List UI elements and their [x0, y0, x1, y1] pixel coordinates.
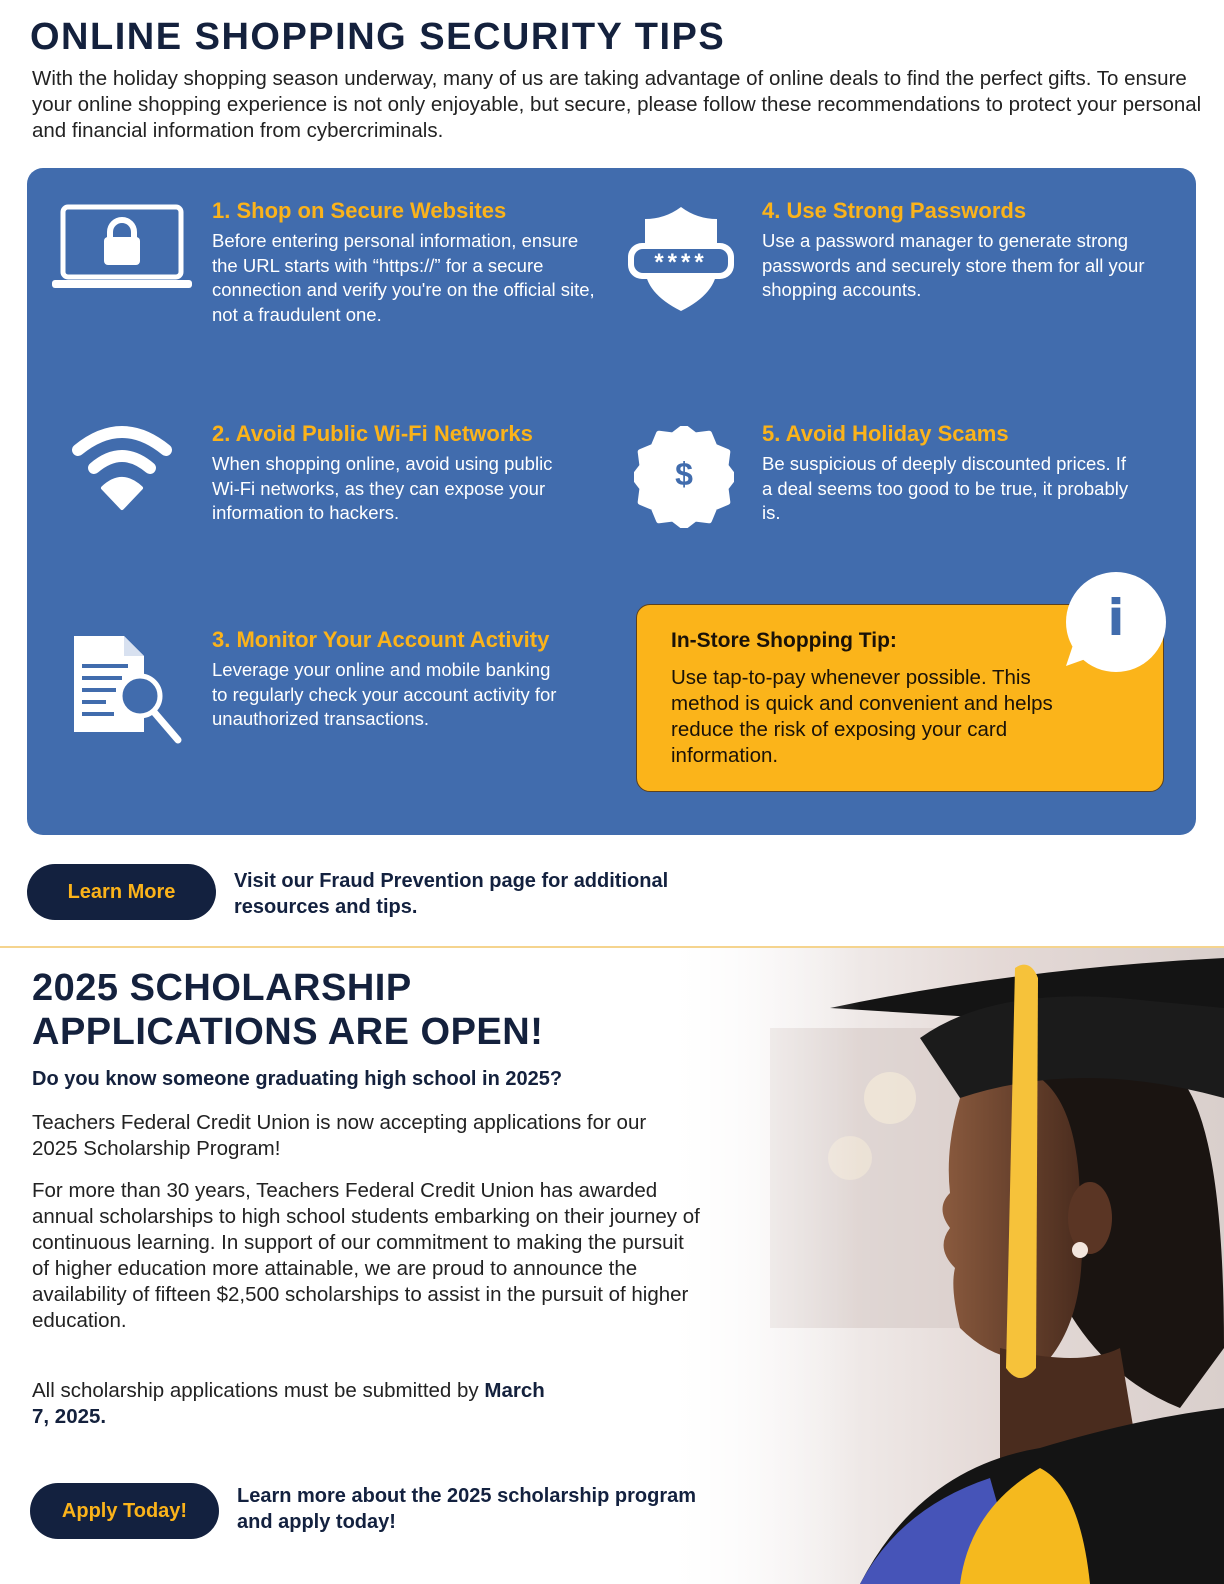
info-letter: i: [1107, 589, 1125, 647]
tip-secure-websites: [212, 197, 602, 327]
password-mask-text: ****: [654, 249, 708, 276]
tip-monitor-activity: [212, 626, 617, 732]
info-bubble-icon: [1060, 570, 1170, 680]
wifi-icon: [70, 424, 174, 512]
scholarship-title: [32, 966, 543, 1054]
deadline-date: March 7, 2025.: [32, 1379, 545, 1428]
intro-text: With the holiday shopping season underway, many of us are taking advantage of online deals to find the perfect gifts. To ensure your online shopping experience is not only enjoyable, but secure, please follow these recommendations to protect your personal and financial information from cybercriminals.: [32, 67, 1202, 142]
apply-today-text: Learn more about the 2025 scholarship program and apply today!: [237, 1485, 697, 1533]
deadline-prefix: All scholarship applications must be submitted by: [32, 1379, 485, 1402]
apply-today-button[interactable]: Apply Today!: [30, 1483, 219, 1539]
scholarship-para1: Teachers Federal Credit Union is now accepting applications for our 2025 Scholarship Program!: [32, 1111, 647, 1160]
tip-strong-passwords: [762, 197, 1162, 303]
scholarship-para3: [32, 1378, 552, 1430]
scholarship-question: Do you know someone graduating high school in 2025?: [32, 1068, 563, 1090]
tip-public-wifi: [212, 420, 607, 526]
tip-title: 3. Monitor Your Account Activity: [212, 627, 550, 652]
scholarship-title-line2: APPLICATIONS ARE OPEN!: [32, 1011, 544, 1053]
dollar-sign-text: $: [675, 456, 693, 492]
learn-more-button[interactable]: Learn More: [27, 864, 216, 920]
shield-password-icon: [625, 205, 737, 313]
tip-body: Use a password manager to generate strong passwords and securely store them for all your shopping accounts.: [762, 230, 1145, 300]
dollar-badge-icon: [634, 426, 734, 528]
callout-body: Use tap-to-pay whenever possible. This method is quick and convenient and helps reduce the risk of exposing your card information.: [671, 666, 1053, 767]
learn-more-text: Visit our Fraud Prevention page for additional resources and tips.: [234, 870, 669, 918]
tip-body: When shopping online, avoid using public Wi-Fi networks, as they can expose your information to hackers.: [212, 453, 553, 523]
laptop-lock-icon: [52, 204, 192, 290]
tip-title: 4. Use Strong Passwords: [762, 198, 1027, 223]
tip-title: 1. Shop on Secure Websites: [212, 198, 507, 223]
graduate-photo: [660, 948, 1224, 1584]
callout-title: In-Store Shopping Tip:: [671, 629, 897, 652]
tip-holiday-scams: [762, 420, 1162, 526]
scholarship-title-line1: 2025 SCHOLARSHIP: [32, 967, 412, 1009]
tip-body: Be suspicious of deeply discounted prices. If a deal seems too good to be true, it probably is.: [762, 453, 1129, 523]
page-title: ONLINE SHOPPING SECURITY TIPS: [30, 16, 726, 58]
document-search-icon: [72, 634, 184, 746]
tip-body: Before entering personal information, ensure the URL starts with “https://” for a secure connection and verify you're on the official site, not a fraudulent one.: [212, 230, 595, 325]
tip-body: Leverage your online and mobile banking to regularly check your account activity for unauthorized transactions.: [212, 659, 557, 729]
tip-title: 2. Avoid Public Wi-Fi Networks: [212, 421, 533, 446]
scholarship-para2: For more than 30 years, Teachers Federal Credit Union has awarded annual scholarships to high school students embarking on their journey of continuous learning. In support of our commitment to making the pursuit of higher education more attainable, we are proud to announce the availability of fifteen $2,500 scholarships to assist in the pursuit of higher education.: [32, 1179, 700, 1332]
tip-title: 5. Avoid Holiday Scams: [762, 421, 1009, 446]
